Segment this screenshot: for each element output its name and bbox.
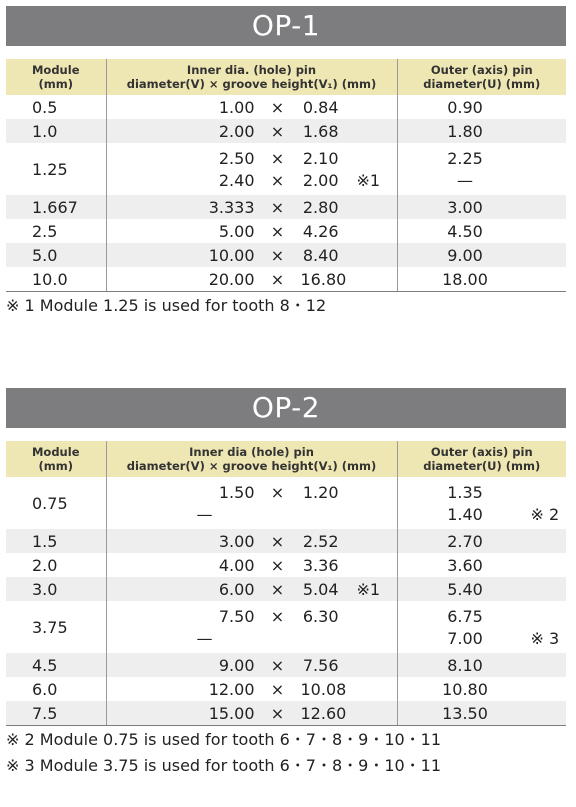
outer-pin-cell	[397, 677, 566, 701]
pin-diameter-value: 12.00	[208, 679, 255, 699]
inner-pin-line	[107, 654, 397, 676]
outer-pin-cell	[397, 119, 566, 143]
inner-pin-cell	[106, 267, 397, 292]
pin-diameter-value: 7.50	[218, 606, 255, 626]
module-cell: 3.0	[6, 577, 106, 601]
inner-pin-cell	[106, 95, 397, 119]
outer-pin-cell	[397, 701, 566, 726]
module-cell: 0.5	[6, 95, 106, 119]
module-cell: 10.0	[6, 267, 106, 292]
inner-pin-line	[107, 96, 397, 118]
inner-pin-line	[107, 578, 397, 600]
times-sign: ×	[270, 531, 285, 551]
times-sign: ×	[270, 679, 285, 699]
groove-height-value: 12.60	[300, 703, 347, 723]
outer-diameter-value: 8.10	[447, 655, 483, 675]
pin-diameter-value: 9.00	[218, 655, 255, 675]
outer-pin-line	[398, 503, 567, 525]
outer-diameter-value: 1.35	[447, 482, 483, 502]
inner-pin-cell	[106, 677, 397, 701]
outer-pin-cell	[397, 143, 566, 195]
outer-diameter-value: 1.80	[447, 121, 483, 141]
footnote: ※ 3 Module 3.75 is used for tooth 6・7・8・9・10・11	[6, 756, 442, 775]
module-cell: 0.75	[6, 477, 106, 529]
times-sign: ×	[270, 269, 285, 289]
outer-diameter-value: 2.70	[447, 531, 483, 551]
module-cell: 1.667	[6, 195, 106, 219]
footnote-mark: ※1	[356, 170, 381, 190]
module-cell: 6.0	[6, 677, 106, 701]
times-sign: ×	[270, 170, 285, 190]
inner-pin-cell	[106, 653, 397, 677]
table-row	[6, 529, 566, 553]
inner-pin-cell	[106, 143, 397, 195]
outer-pin-cell	[397, 601, 566, 653]
times-sign: ×	[270, 97, 285, 117]
table-row	[6, 477, 566, 529]
groove-height-value: 7.56	[302, 655, 339, 675]
table-row	[6, 195, 566, 219]
op1-title: OP-1	[6, 6, 566, 46]
outer-diameter-value: 0.90	[447, 97, 483, 117]
groove-height-value: 2.80	[302, 197, 339, 217]
outer-pin-cell	[397, 577, 566, 601]
op2-section	[6, 388, 566, 779]
inner-pin-header: Inner dia. (hole) pin diameter(V) × groove height(V₁) (mm)	[106, 59, 397, 95]
outer-diameter-value: 3.00	[447, 197, 483, 217]
outer-pin-line	[398, 169, 567, 191]
dash-mark: —	[196, 628, 213, 648]
outer-pin-header: Outer (axis) pin diameter(U) (mm)	[397, 441, 566, 477]
inner-pin-line	[107, 220, 397, 242]
times-sign: ×	[270, 197, 285, 217]
outer-diameter-value: —	[457, 170, 473, 190]
pin-diameter-value: 2.00	[218, 121, 255, 141]
outer-diameter-value: 5.40	[447, 579, 483, 599]
module-cell: 4.5	[6, 653, 106, 677]
inner-pin-line	[107, 120, 397, 142]
outer-pin-line	[398, 481, 567, 503]
outer-pin-header: Outer (axis) pin diameter(U) (mm)	[397, 59, 566, 95]
outer-pin-line	[398, 220, 567, 242]
inner-pin-line	[107, 530, 397, 552]
module-cell: 2.0	[6, 553, 106, 577]
pin-diameter-value: 5.00	[218, 221, 255, 241]
groove-height-value: 16.80	[300, 269, 347, 289]
inner-pin-cell	[106, 477, 397, 529]
inner-pin-line	[107, 244, 397, 266]
inner-pin-line	[107, 627, 397, 649]
inner-pin-line	[107, 196, 397, 218]
table-row	[6, 701, 566, 726]
inner-pin-header: Inner dia (hole) pin diameter(V) × groove height(V₁) (mm)	[106, 441, 397, 477]
times-sign: ×	[270, 606, 285, 626]
groove-height-value: 2.00	[302, 170, 339, 190]
times-sign: ×	[270, 655, 285, 675]
groove-height-value: 4.26	[302, 221, 339, 241]
outer-pin-line	[398, 268, 567, 290]
outer-pin-line	[398, 605, 567, 627]
outer-pin-line	[398, 578, 567, 600]
footnote: ※ 2 Module 0.75 is used for tooth 6・7・8・9・10・11	[6, 730, 442, 749]
outer-diameter-value: 18.00	[442, 269, 488, 289]
groove-height-value: 2.52	[302, 531, 339, 551]
footnote-mark: ※1	[356, 579, 381, 599]
inner-pin-line	[107, 147, 397, 169]
inner-pin-cell	[106, 529, 397, 553]
outer-pin-cell	[397, 477, 566, 529]
outer-pin-line	[398, 120, 567, 142]
inner-pin-line	[107, 702, 397, 724]
table-header-row	[6, 441, 566, 477]
outer-pin-cell	[397, 529, 566, 553]
inner-pin-line	[107, 605, 397, 627]
outer-pin-line	[398, 96, 567, 118]
outer-pin-cell	[397, 267, 566, 292]
times-sign: ×	[270, 555, 285, 575]
inner-pin-line	[107, 678, 397, 700]
outer-pin-line	[398, 627, 567, 649]
groove-height-value: 10.08	[300, 679, 347, 699]
groove-height-value: 3.36	[302, 555, 339, 575]
table-row	[6, 577, 566, 601]
outer-diameter-value: 13.50	[442, 703, 488, 723]
groove-height-value: 0.84	[302, 97, 339, 117]
inner-pin-cell	[106, 243, 397, 267]
table-row	[6, 219, 566, 243]
module-cell: 5.0	[6, 243, 106, 267]
inner-pin-line	[107, 503, 397, 525]
pin-diameter-value: 3.333	[208, 197, 255, 217]
inner-pin-cell	[106, 601, 397, 653]
inner-pin-cell	[106, 219, 397, 243]
outer-pin-cell	[397, 195, 566, 219]
table-row	[6, 653, 566, 677]
inner-pin-cell	[106, 553, 397, 577]
outer-pin-cell	[397, 219, 566, 243]
op2-table	[6, 441, 566, 726]
outer-pin-line	[398, 678, 567, 700]
pin-diameter-value: 6.00	[218, 579, 255, 599]
pin-diameter-value: 2.50	[218, 148, 255, 168]
outer-pin-cell	[397, 243, 566, 267]
footnote-mark: ※ 3	[530, 628, 560, 648]
outer-diameter-value: 3.60	[447, 555, 483, 575]
outer-pin-line	[398, 196, 567, 218]
table-row	[6, 601, 566, 653]
module-cell: 3.75	[6, 601, 106, 653]
pin-diameter-value: 1.00	[218, 97, 255, 117]
times-sign: ×	[270, 245, 285, 265]
table-row	[6, 119, 566, 143]
outer-diameter-value: 10.80	[442, 679, 488, 699]
table-row	[6, 267, 566, 292]
table-row	[6, 143, 566, 195]
outer-pin-cell	[397, 653, 566, 677]
dash-mark: —	[196, 504, 213, 524]
outer-pin-line	[398, 530, 567, 552]
table-header-row	[6, 59, 566, 95]
pin-diameter-value: 15.00	[208, 703, 255, 723]
groove-height-value: 8.40	[302, 245, 339, 265]
outer-pin-cell	[397, 95, 566, 119]
inner-pin-line	[107, 481, 397, 503]
module-header: Module (mm)	[6, 441, 106, 477]
outer-diameter-value: 6.75	[447, 606, 483, 626]
table-row	[6, 95, 566, 119]
op2-title: OP-2	[6, 388, 566, 428]
pin-diameter-value: 2.40	[218, 170, 255, 190]
footnote-mark: ※ 2	[530, 504, 560, 524]
module-cell: 7.5	[6, 701, 106, 726]
module-cell: 1.0	[6, 119, 106, 143]
times-sign: ×	[270, 221, 285, 241]
pin-diameter-value: 20.00	[208, 269, 255, 289]
groove-height-value: 2.10	[302, 148, 339, 168]
times-sign: ×	[270, 148, 285, 168]
groove-height-value: 6.30	[302, 606, 339, 626]
outer-pin-line	[398, 244, 567, 266]
times-sign: ×	[270, 579, 285, 599]
outer-diameter-value: 7.00	[447, 628, 483, 648]
times-sign: ×	[270, 121, 285, 141]
groove-height-value: 1.20	[302, 482, 339, 502]
op1-table	[6, 59, 566, 292]
outer-diameter-value: 1.40	[447, 504, 483, 524]
outer-pin-cell	[397, 553, 566, 577]
table-row	[6, 243, 566, 267]
outer-diameter-value: 9.00	[447, 245, 483, 265]
footnote: ※ 1 Module 1.25 is used for tooth 8・12	[6, 296, 327, 315]
table-row	[6, 553, 566, 577]
pin-diameter-value: 4.00	[218, 555, 255, 575]
module-cell: 1.25	[6, 143, 106, 195]
op1-section	[6, 6, 566, 319]
inner-pin-cell	[106, 195, 397, 219]
pin-diameter-value: 1.50	[218, 482, 255, 502]
outer-pin-line	[398, 702, 567, 724]
inner-pin-line	[107, 169, 397, 191]
table-row	[6, 677, 566, 701]
inner-pin-cell	[106, 701, 397, 726]
outer-pin-line	[398, 554, 567, 576]
outer-pin-line	[398, 654, 567, 676]
outer-pin-line	[398, 147, 567, 169]
times-sign: ×	[270, 703, 285, 723]
outer-diameter-value: 4.50	[447, 221, 483, 241]
module-cell: 1.5	[6, 529, 106, 553]
times-sign: ×	[270, 482, 285, 502]
pin-diameter-value: 3.00	[218, 531, 255, 551]
groove-height-value: 1.68	[302, 121, 339, 141]
groove-height-value: 5.04	[302, 579, 339, 599]
outer-diameter-value: 2.25	[447, 148, 483, 168]
inner-pin-cell	[106, 577, 397, 601]
inner-pin-line	[107, 554, 397, 576]
inner-pin-line	[107, 268, 397, 290]
module-header: Module (mm)	[6, 59, 106, 95]
inner-pin-cell	[106, 119, 397, 143]
module-cell: 2.5	[6, 219, 106, 243]
pin-diameter-value: 10.00	[208, 245, 255, 265]
